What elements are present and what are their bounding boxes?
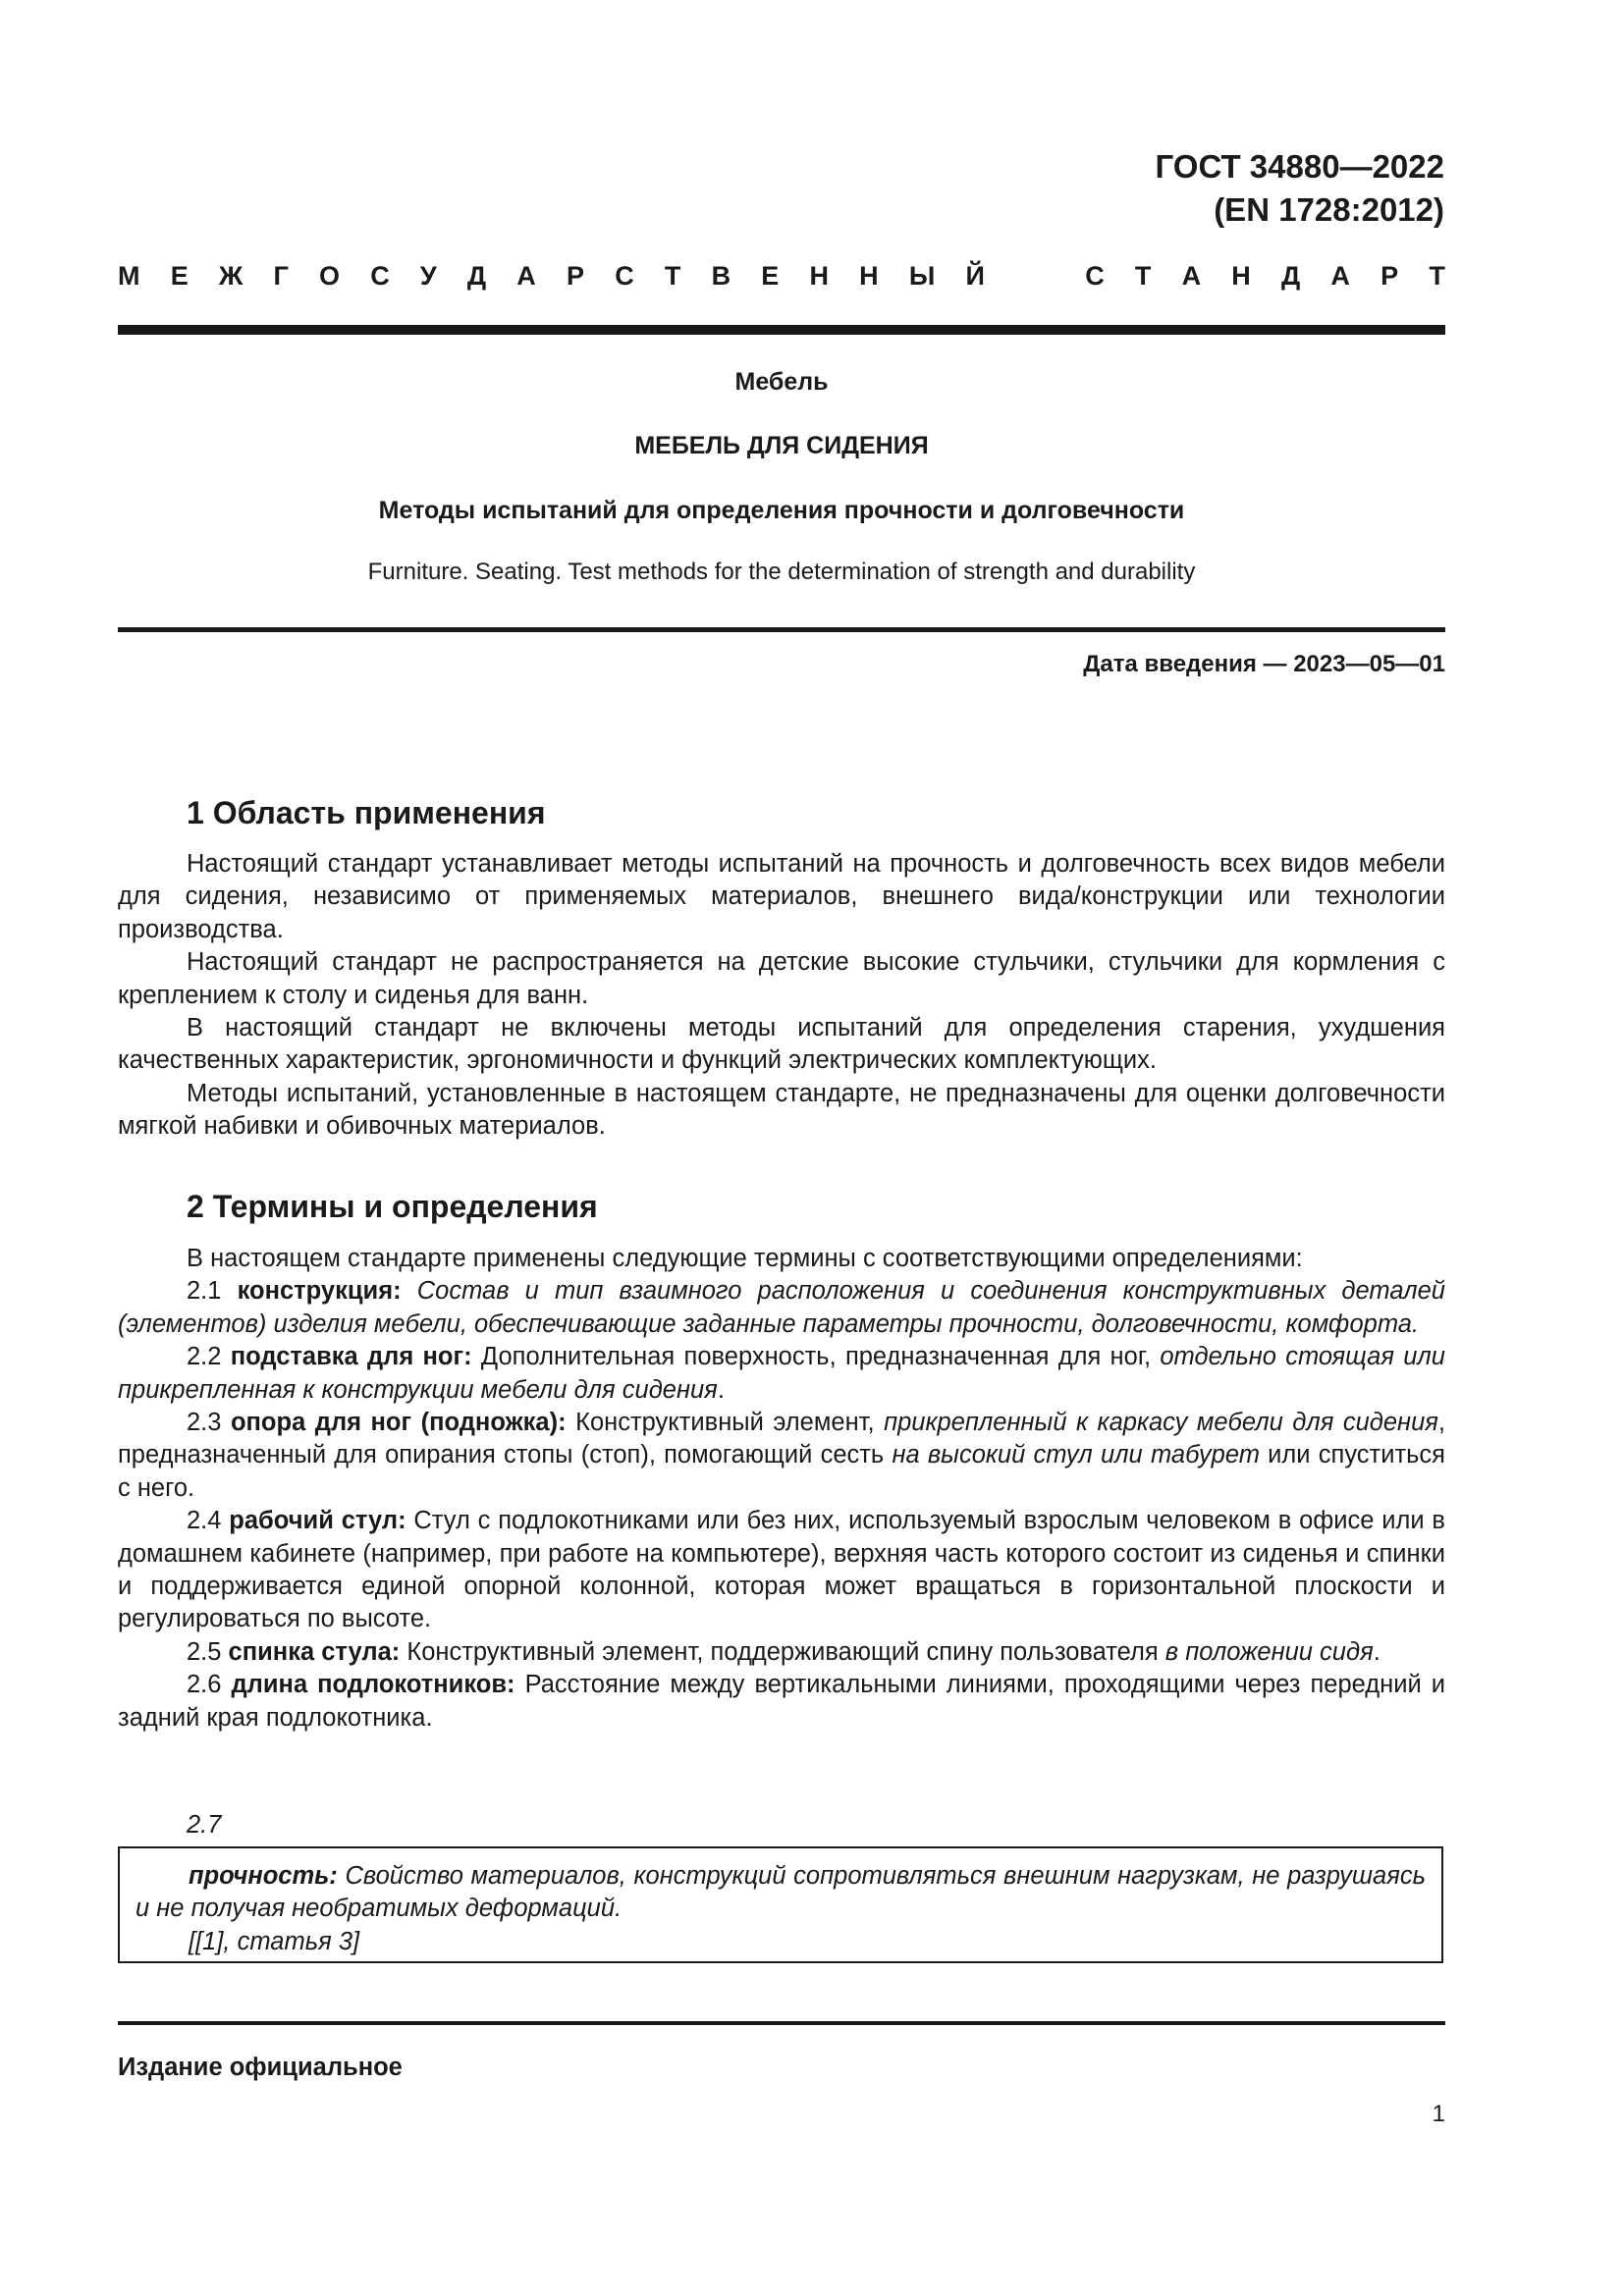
banner-letter: Т [1429, 261, 1445, 291]
banner-letter: С [1085, 261, 1105, 291]
document-subtitle: Методы испытаний для определения прочности и долговечности [378, 497, 1185, 524]
banner-letter: Р [1380, 261, 1399, 291]
term-number: 2.4 [187, 1507, 222, 1535]
paragraph: В настоящий стандарт не включены методы испытаний для определения старения, ухудшения качественных характеристик, эргономичности и функций электрических комплектующих. [118, 1014, 1445, 1075]
banner-letter: М [118, 261, 140, 291]
banner-letter: Т [1134, 261, 1152, 291]
page-number: 1 [1432, 2101, 1445, 2127]
en-number: (EN 1728:2012) [1214, 191, 1444, 228]
term-2-7-number: 2.7 [187, 1811, 222, 1839]
banner-letter: С [370, 261, 390, 291]
banner-letter: Р [566, 261, 584, 291]
footer-rule [118, 2021, 1445, 2025]
document-group: Мебель [734, 368, 829, 396]
banner-letter: Ы [908, 261, 936, 291]
banner-letter: Е [761, 261, 780, 291]
term-number: 2.2 [187, 1343, 222, 1371]
term-paragraph [118, 1669, 1445, 1735]
banner-letter: С [615, 261, 634, 291]
banner-letter: Г [273, 261, 289, 291]
term-number: 2.1 [187, 1277, 222, 1306]
term-definition-part: Состав и тип взаимного расположения и соединения конструктивных деталей (элементов) изделия мебели, обеспечивающие заданные параметры прочности, долговечности, комфорта. [118, 1277, 1445, 1338]
banner-letter: Н [859, 261, 879, 291]
term-2-7-definition: Свойство материалов, конструкций сопротивляться внешним нагрузкам, не разрушаясь и не получая необратимых деформаций. [135, 1862, 1426, 1923]
document-title: МЕБЕЛЬ ДЛЯ СИДЕНИЯ [634, 432, 929, 459]
interstate-standard-banner [118, 259, 1445, 293]
term-paragraph [118, 1341, 1445, 1407]
term-2-7-source: [[1], статья 3] [189, 1927, 360, 1955]
banner-letter: Н [1231, 261, 1251, 291]
banner-letter: А [1330, 261, 1350, 291]
term-2-7-text [135, 1860, 1426, 1926]
term-name: рабочий стул: [229, 1507, 406, 1535]
paragraph: Методы испытаний, установленные в настоящем стандарте, не предназначены для оценки долговечности мягкой набивки и обивочных материалов. [118, 1079, 1445, 1141]
term-definition-part: отдельно стоящая или прикрепленная к конструкции мебели для сидения [118, 1343, 1445, 1404]
term-definition-part: прикрепленный к каркасу мебели для сидения [884, 1409, 1438, 1437]
banner-letter: Й [965, 261, 985, 291]
introduction-date: Дата введения — 2023—05—01 [1083, 651, 1445, 677]
section-2-body [118, 1243, 1445, 1735]
term-name: опора для ног (подножка): [230, 1409, 567, 1437]
word-gap [1015, 259, 1055, 293]
paragraph: Настоящий стандарт устанавливает методы испытаний на прочность и долговечность всех видов мебели для сидения, независимо от применяемых материалов, внешнего вида/конструкции или технологии производства. [118, 850, 1445, 943]
paragraph: Настоящий стандарт не распространяется на детские высокие стульчики, стульчики для кормления с креплением к столу и сиденья для ванн. [118, 948, 1445, 1009]
banner-letter: У [419, 261, 437, 291]
banner-letter: А [1181, 261, 1202, 291]
term-definition-part: Конструктивный элемент, [575, 1409, 885, 1437]
section-1-body [118, 848, 1445, 1144]
term-number: 2.6 [187, 1671, 222, 1699]
term-name: длина подлокотников: [231, 1671, 515, 1699]
term-paragraph [118, 1407, 1445, 1505]
section-2-heading: 2 Термины и определения [187, 1189, 598, 1224]
title-bottom-rule [118, 627, 1445, 632]
term-name: спинка стула: [228, 1637, 401, 1666]
gost-number-block [1156, 145, 1444, 232]
term-number: 2.5 [187, 1637, 222, 1666]
term-name: конструкция: [237, 1277, 402, 1306]
term-paragraph [118, 1275, 1445, 1341]
term-definition-part: или спуститься с него. [118, 1441, 1445, 1502]
term-definition-part: Дополнительная поверхность, предназначенная для ног, [480, 1343, 1161, 1371]
banner-letter: Н [809, 261, 829, 291]
section-1-heading: 1 Область применения [187, 795, 546, 830]
term-definition-part: на высокий стул или табурет [892, 1441, 1260, 1469]
term-definition-part: в положении сидя [1164, 1637, 1374, 1666]
term-number: 2.3 [187, 1409, 222, 1437]
banner-letter: О [318, 261, 340, 291]
banner-letter: А [516, 261, 536, 291]
top-thick-rule [118, 325, 1445, 335]
banner-letter: Ж [218, 261, 244, 291]
official-edition-label: Издание официальное [118, 2054, 403, 2081]
section-2-intro: В настоящем стандарте применены следующие термины с соответствующими определениями: [187, 1245, 1303, 1272]
term-definition-part: . [717, 1375, 725, 1404]
term-paragraph [118, 1505, 1445, 1636]
banner-letter: Д [1280, 261, 1301, 291]
term-definition-part: Стул с подлокотниками или без них, используемый взрослым человеком в офисе или в домашнем кабинете (например, при работе на компьютере), верхняя часть которого состоит из сиденья и спинки и поддерживается единой опорной колонной, которая может вращаться в горизонтальной плоскости и регулироваться по высоте. [118, 1507, 1445, 1633]
gost-number: ГОСТ 34880—2022 [1155, 148, 1444, 185]
banner-letter: Д [466, 261, 487, 291]
term-definition-part: . [1373, 1637, 1380, 1666]
term-name: подставка для ног: [230, 1343, 472, 1371]
document-english-title: Furniture. Seating. Test methods for the determination of strength and durability [367, 559, 1196, 585]
banner-letter: Е [170, 261, 189, 291]
banner-letter: В [711, 261, 731, 291]
term-paragraph [118, 1636, 1445, 1669]
term-definition-part: Конструктивный элемент, поддерживающий спину пользователя [406, 1637, 1165, 1666]
term-definition-part: Расстояние между вертикальными линиями, проходящими через передний и задний края подлокотника. [118, 1671, 1446, 1732]
term-definition-part: , предназначенный для опирания стопы (стоп), помогающий сесть [118, 1409, 1445, 1469]
banner-letter: Т [664, 261, 681, 291]
term-2-7-name: прочность: [189, 1862, 338, 1890]
term-definition-box [118, 1846, 1443, 1963]
